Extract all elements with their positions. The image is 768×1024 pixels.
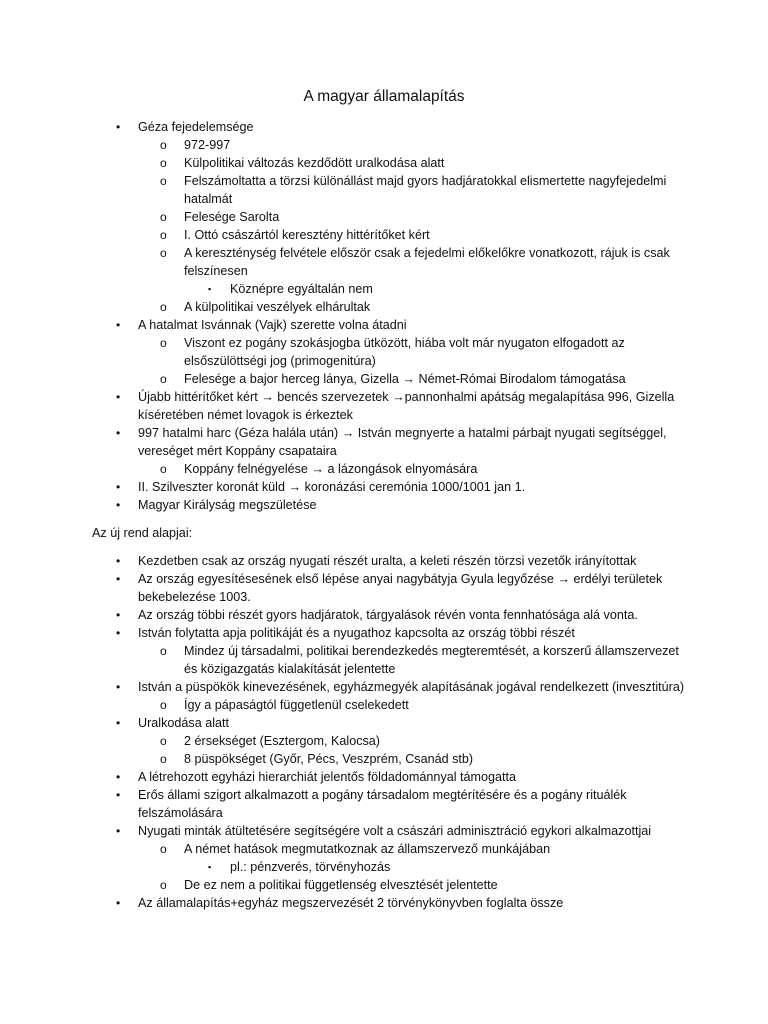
bullet-marker: • [116, 896, 121, 910]
list-item-text: Viszont ez pogány szokásjogba ütközött, hiába volt már nyugaton elfogadott az elsőszülöttségi jog (primogenitúra) [184, 336, 625, 368]
list-item [0, 606, 768, 624]
list-item-text: 2 érsekséget (Esztergom, Kalocsa) [184, 734, 380, 748]
list-item-text: I. Ottó császártól keresztény hittérítőket kért [184, 228, 430, 242]
list-item [0, 388, 768, 424]
list-item-text: Koppány felnégyelése → a lázongások elnyomására [184, 462, 478, 476]
list-item [0, 714, 768, 732]
list-item-text: Felesége a bajor herceg lánya, Gizella → Német-Római Birodalom támogatása [184, 372, 626, 386]
list-item [0, 496, 768, 514]
list-item-text: 997 hatalmi harc (Géza halála után) → István megnyerte a hatalmi párbajt nyugati segítséggel, vereséget mért Koppány csapataira [138, 426, 667, 458]
document-title: A magyar államalapítás [303, 88, 465, 105]
bullet-marker: o [160, 462, 167, 476]
list-item [0, 316, 768, 334]
list-item [0, 118, 768, 136]
list-item-text: Kezdetben csak az ország nyugati részét uralta, a keleti részén törzsi vezetők irányítottak [138, 554, 637, 568]
bullet-marker: o [160, 644, 167, 658]
bullet-marker: o [160, 210, 167, 224]
bullet-marker: • [116, 824, 121, 838]
list-item [0, 478, 768, 496]
list-item [0, 840, 768, 858]
list-item [0, 460, 768, 478]
list-item-text: Magyar Királyság megszületése [138, 498, 317, 512]
list-item [0, 552, 768, 570]
list-item [0, 136, 768, 154]
bullet-marker: o [160, 300, 167, 314]
bullet-marker: • [116, 426, 121, 440]
list-item-text: Az ország többi részét gyors hadjáratok, tárgyalások révén vonta fennhatósága alá vonta. [138, 608, 638, 622]
bullet-marker: o [160, 878, 167, 892]
bullet-marker: • [116, 770, 121, 784]
bullet-marker: • [116, 318, 121, 332]
bullet-marker: • [116, 716, 121, 730]
bullet-marker: o [160, 174, 167, 188]
list-item-text: A külpolitikai veszélyek elhárultak [184, 300, 371, 314]
list-item-text: A kereszténység felvétele először csak a fejedelmi előkelőkre vonatkozott, rájuk is csak felszínesen [184, 246, 670, 278]
bullet-marker: • [116, 554, 121, 568]
list-item-text: pl.: pénzverés, törvényhozás [230, 860, 391, 874]
list-item-text: 972-997 [184, 138, 231, 152]
bullet-marker: • [116, 788, 121, 802]
bullet-marker: o [160, 246, 167, 260]
bullet-marker: • [116, 680, 121, 694]
list-item [0, 280, 768, 298]
list-item-text: A német hatások megmutatkoznak az államszervező munkájában [184, 842, 551, 856]
bullet-marker: o [160, 156, 167, 170]
list-item-text: II. Szilveszter koronát küld → koronázási ceremónia 1000/1001 jan 1. [138, 480, 526, 494]
list-item [0, 424, 768, 460]
list-item-text: Külpolitikai változás kezdődött uralkodása alatt [184, 156, 445, 170]
list-item [0, 696, 768, 714]
section-1-list [0, 118, 768, 514]
list-item [0, 732, 768, 750]
section-heading: Az új rend alapjai: [92, 526, 193, 540]
bullet-marker: • [116, 120, 121, 134]
list-item-text: Géza fejedelemsége [138, 120, 254, 134]
list-item-text: Nyugati minták átültetésére segítségére volt a császári adminisztráció egykori alkalmazottjai [138, 824, 652, 838]
list-item [0, 208, 768, 226]
list-item-text: István a püspökök kinevezésének, egyházmegyék alapításának jogával rendelkezett (invesztitúra) [138, 680, 685, 694]
bullet-marker: o [160, 734, 167, 748]
list-item [0, 570, 768, 606]
bullet-marker: o [160, 138, 167, 152]
bullet-marker: o [160, 336, 167, 350]
bullet-marker: o [160, 698, 167, 712]
bullet-marker: • [116, 480, 121, 494]
bullet-marker: ▪ [208, 862, 212, 872]
bullet-marker: o [160, 228, 167, 242]
list-item [0, 858, 768, 876]
list-item-text: Újabb hittérítőket kért → bencés szervezetek →pannonhalmi apátság megalapítása 996, Gizella kíséretében német lovagok is érkeztek [138, 390, 675, 422]
list-item [0, 876, 768, 894]
list-item-text: Felszámoltatta a törzsi különállást majd gyors hadjáratokkal elismertette nagyfejedelmi hatalmát [184, 174, 667, 206]
list-item-text: Mindez új társadalmi, politikai berendezkedés megteremtését, a korszerű államszervezet és közigazgatás kialakítását jelentette [184, 644, 679, 676]
list-item-text: Az ország egyesítésesének első lépése anyai nagybátyja Gyula legyőzése → erdélyi területek bekebelezése 1003. [138, 572, 663, 604]
list-item-text: Uralkodása alatt [138, 716, 230, 730]
list-item [0, 768, 768, 786]
list-item [0, 370, 768, 388]
list-item [0, 154, 768, 172]
list-item-text: A létrehozott egyházi hierarchiát jelentős földadománnyal támogatta [138, 770, 517, 784]
list-item-text: Így a pápaságtól függetlenül cselekedett [184, 698, 409, 712]
list-item-text: Felesége Sarolta [184, 210, 280, 224]
bullet-marker: • [116, 626, 121, 640]
bullet-marker: o [160, 752, 167, 766]
list-item-text: Erős állami szigort alkalmazott a pogány társadalom megtérítésére és a pogány rituálék felszámolására [138, 788, 627, 820]
bullet-marker: • [116, 498, 121, 512]
bullet-marker: ▪ [208, 284, 212, 294]
list-item-text: A hatalmat Isvánnak (Vajk) szerette volna átadni [138, 318, 407, 332]
bullet-marker: o [160, 842, 167, 856]
list-item [0, 298, 768, 316]
list-item [0, 226, 768, 244]
bullet-marker: • [116, 572, 121, 586]
list-item-text: Az államalapítás+egyház megszervezését 2 törvénykönyvben foglalta össze [138, 896, 564, 910]
bullet-marker: • [116, 608, 121, 622]
list-item [0, 894, 768, 912]
list-item [0, 244, 768, 280]
bullet-marker: • [116, 390, 121, 404]
list-item-text: István folytatta apja politikáját és a nyugathoz kapcsolta az ország többi részét [138, 626, 575, 640]
bullet-marker: o [160, 372, 167, 386]
list-item-text: De ez nem a politikai függetlenség elvesztését jelentette [184, 878, 498, 892]
list-item [0, 786, 768, 822]
list-item-text: 8 püspökséget (Győr, Pécs, Veszprém, Csanád stb) [184, 752, 474, 766]
list-item-text: Köznépre egyáltalán nem [230, 282, 373, 296]
list-item [0, 822, 768, 840]
section-2-list [0, 552, 768, 912]
list-item [0, 624, 768, 642]
list-item [0, 334, 768, 370]
list-item [0, 750, 768, 768]
list-item [0, 642, 768, 678]
list-item [0, 172, 768, 208]
list-item [0, 678, 768, 696]
